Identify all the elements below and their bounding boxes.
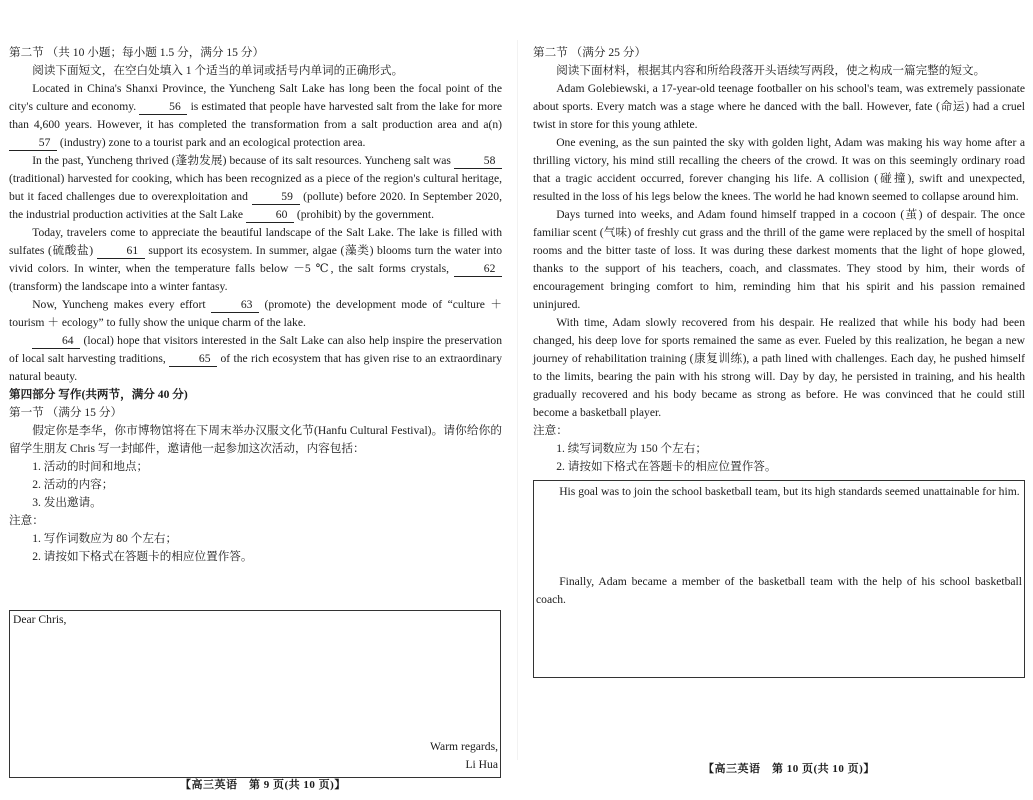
paragraph-starter-1: His goal was to join the school basketball team, but its high standards seemed unattainable for him. (559, 485, 1020, 498)
page-footer-9: 【高三英语 第 9 页(共 10 页)】 (180, 779, 346, 791)
passage-text: (industry) zone to a tourist park and an ecological protection area. (59, 136, 366, 149)
story-paragraph-1: Adam Golebiewski, a 17-year-old teenage footballer on his school's team, was extremely passionate about sports. Every match was a stage where he danced with the ball. However, fate (命运) had a cruel twist in store for this young athlete. (533, 82, 1025, 131)
passage-text: Now, Yuncheng makes every effort (32, 298, 206, 311)
passage-text: (pollute) before 2020. In September 2020, the industrial production activities at the Salt Lake (9, 190, 502, 221)
passage-paragraph-3 (9, 224, 502, 296)
notice-item-1: 1. 续写词数应为 150 个左右； (556, 442, 707, 455)
passage-text: In the past, Yuncheng thrived (蓬勃发展) because of its salt resources. Yuncheng salt was (32, 154, 451, 167)
continuation-answer-box[interactable] (533, 480, 1025, 678)
story-paragraph-3: Days turned into weeks, and Adam found himself trapped in a cocoon (茧) of despair. The once familiar scent (气味) of freshly cut grass and the thrill of the game were replaced by the smell of hospital rooms and the bitter taste of loss. It was during these darkest moments that the light of hope glowed, thanks to the support of his teachers, coach, and classmates. They stood by him, their words of encouragement bringing comfort to him, reminding him that his spirit and his passion remained uninjured. (533, 208, 1025, 311)
blank-60: 60 (246, 208, 294, 223)
prompt-item-3: 3. 发出邀请。 (32, 496, 102, 509)
passage-paragraph-1 (9, 80, 502, 152)
blank-59: 59 (252, 190, 300, 205)
letter-answer-box[interactable] (9, 610, 501, 778)
paragraph-starter-2: Finally, Adam became a member of the basketball team with the help of his school basketball coach. (536, 575, 1022, 606)
notice-item-1: 1. 写作词数应为 80 个左右； (32, 532, 178, 545)
notice-item-2: 2. 请按如下格式在答题卡的相应位置作答。 (32, 550, 253, 563)
blank-57: 57 (9, 136, 57, 151)
passage-text: is estimated that people have harvested salt from the lake for more than 4,600 years. However, it has completed the transformation from a salt production area and a(n) (9, 100, 502, 131)
letter-closing: Warm regards, (430, 740, 498, 753)
blank-64: 64 (32, 334, 80, 349)
instruction: 阅读下面短文，在空白处填入 1 个适当的单词或括号内单词的正确形式。 (32, 64, 404, 77)
letter-greeting: Dear Chris, (13, 613, 67, 626)
right-page-column (533, 44, 1025, 476)
passage-text: Today, travelers come to appreciate the beautiful landscape of the Salt Lake. The lake is filled with sulfates (硫酸盐) (9, 226, 502, 257)
passage-text: (traditional) harvested for cooking, which has been recognized as a piece of the region's cultural heritage, but it faced challenges due to overexploitation and (9, 172, 502, 203)
letter-closing-block (430, 738, 498, 774)
prompt-item-1: 1. 活动的时间和地点； (32, 460, 149, 473)
blank-58: 58 (454, 154, 502, 169)
notice-label: 注意： (9, 514, 44, 527)
passage-text: (local) hope that visitors interested in the Salt Lake can also help inspire the preservation of local salt harvesting traditions, (9, 334, 502, 365)
part-four-title: 第四部分 写作(共两节，满分 40 分) (9, 388, 188, 401)
blank-63: 63 (211, 298, 259, 313)
instruction: 阅读下面材料，根据其内容和所给段落开头语续写两段，使之构成一篇完整的短文。 (556, 64, 986, 77)
writing-prompt: 假定你是李华，你市博物馆将在下周末举办汉服文化节(Hanfu Cultural Festival)。请你给你的留学生朋友 Chris 写一封邮件，邀请他一起参加这次活动，内容包括： (9, 424, 502, 455)
passage-paragraph-5 (9, 332, 502, 386)
passage-text: (prohibit) by the government. (296, 208, 435, 221)
passage-text: support its ecosystem. In summer, algae (藻类) blooms turn the water into vivid colors. In winter, when the temperature falls below －5 ℃, the salt forms crystals, (9, 244, 503, 275)
letter-signature: Li Hua (465, 758, 498, 771)
passage-paragraph-4 (9, 296, 502, 332)
story-paragraph-4: With time, Adam slowly recovered from his despair. He realized that while his body had been changed, his deep love for sports remained the same as ever. Fueled by this realization, he began a new journey of rehabilitation training (康复训练), a path lined with challenges. Each day, he pushed himself to the limits, bearing the pain with his strong will. Day by day, he persisted in training, and his health gradually recovered and his body became as strong as before. He was convinced that he could still become a basketball player. (533, 316, 1025, 419)
notice-label: 注意： (533, 424, 568, 437)
writing-section-1-title: 第一节 （满分 15 分） (9, 406, 123, 419)
left-page-column (9, 44, 502, 566)
passage-paragraph-2 (9, 152, 502, 224)
passage-text: (promote) the development mode of “culture ＋ tourism ＋ ecology” to fully show the unique charm of the lake. (9, 298, 503, 329)
blank-61: 61 (97, 244, 145, 259)
blank-62: 62 (454, 262, 502, 277)
passage-text: (transform) the landscape into a winter fantasy. (9, 280, 228, 293)
blank-65: 65 (169, 352, 217, 367)
section-title: 第二节 （共 10 小题；每小题 1.5 分，满分 15 分） (9, 46, 265, 59)
story-paragraph-2: One evening, as the sun painted the sky with golden light, Adam was making his way home after a thrilling victory, his mind still recalling the cheers of the crowd. It was on this seemingly ordinary road that a tragic accident occurred, forever changing his life. A collision (碰撞), swift and unexpected, resulted in the loss of his legs below the knees. The world he had known seemed to collapse around him. (533, 136, 1025, 203)
page-spine-divider (517, 40, 518, 760)
blank-56: 56 (139, 100, 187, 115)
page-footer-10: 【高三英语 第 10 页(共 10 页)】 (703, 763, 875, 775)
notice-item-2: 2. 请按如下格式在答题卡的相应位置作答。 (556, 460, 777, 473)
passage-text: Located in China's Shanxi Province, the Yuncheng Salt Lake has long been the focal point of the city's culture and economy. (9, 82, 502, 113)
section-title: 第二节 （满分 25 分） (533, 46, 647, 59)
prompt-item-2: 2. 活动的内容； (32, 478, 114, 491)
passage-text: of the rich ecosystem that has given rise to an extraordinary natural beauty. (9, 352, 503, 383)
